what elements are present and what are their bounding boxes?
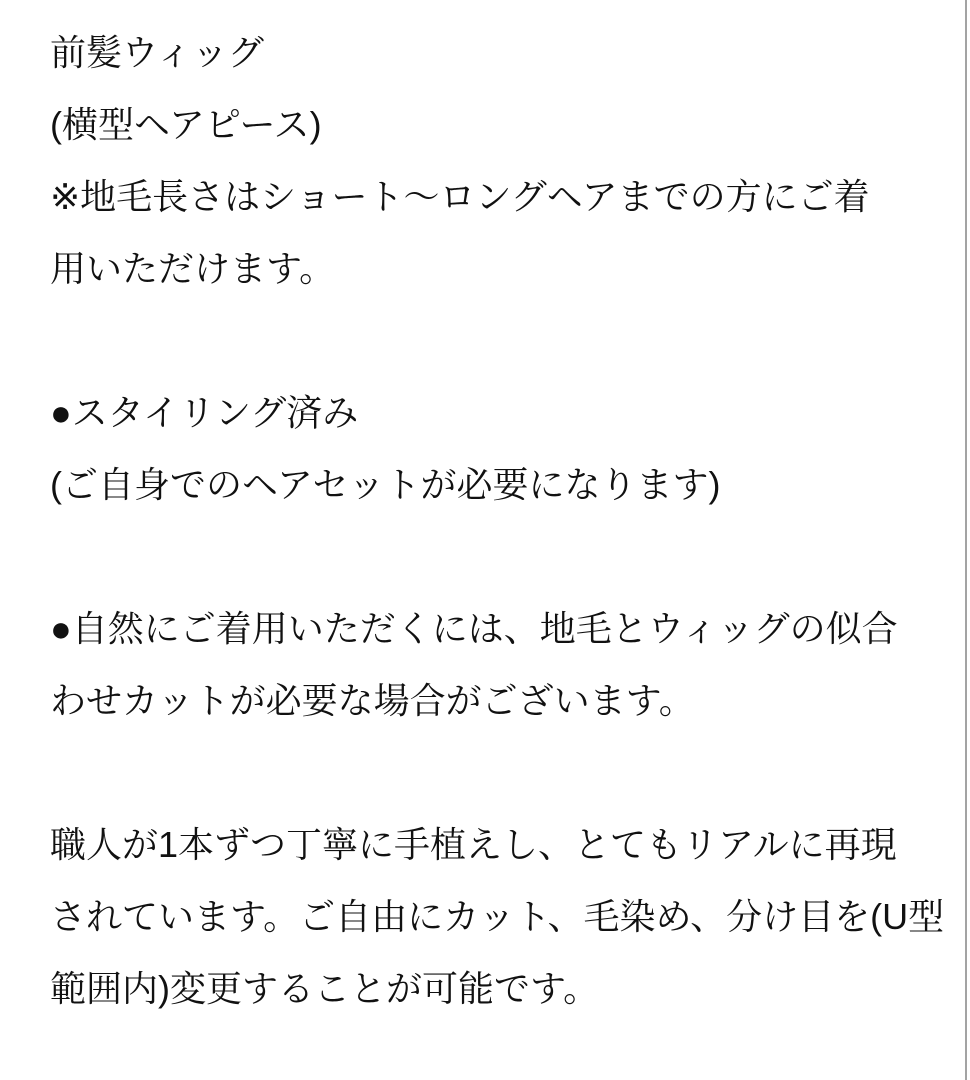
blank-line — [50, 521, 940, 593]
blank-line — [50, 737, 940, 809]
description-line: (ご自身でのヘアセットが必要になります) — [50, 464, 721, 505]
description-line: されています。ご自由にカット、毛染め、分け目を(U型 — [50, 896, 945, 937]
description-line: 職人が1本ずつ丁寧に手植えし、とてもリアルに再現 — [50, 824, 897, 865]
product-description — [50, 17, 945, 1025]
description-line: 用いただけます。 — [50, 248, 336, 289]
description-line: ●自然にご着用いただくには、地毛とウィッグの似合 — [50, 608, 898, 649]
description-line: 前髪ウィッグ — [50, 32, 264, 73]
description-line: 範囲内)変更することが可能です。 — [50, 968, 600, 1009]
description-line: わせカットが必要な場合がございます。 — [50, 680, 695, 721]
blank-line — [50, 305, 940, 377]
description-line: ※地毛長さはショート〜ロングヘアまでの方にご着 — [50, 176, 870, 217]
description-line: ●スタイリング済み — [50, 392, 359, 433]
right-edge-border — [965, 0, 967, 1080]
description-line: (横型ヘアピース) — [50, 104, 322, 145]
